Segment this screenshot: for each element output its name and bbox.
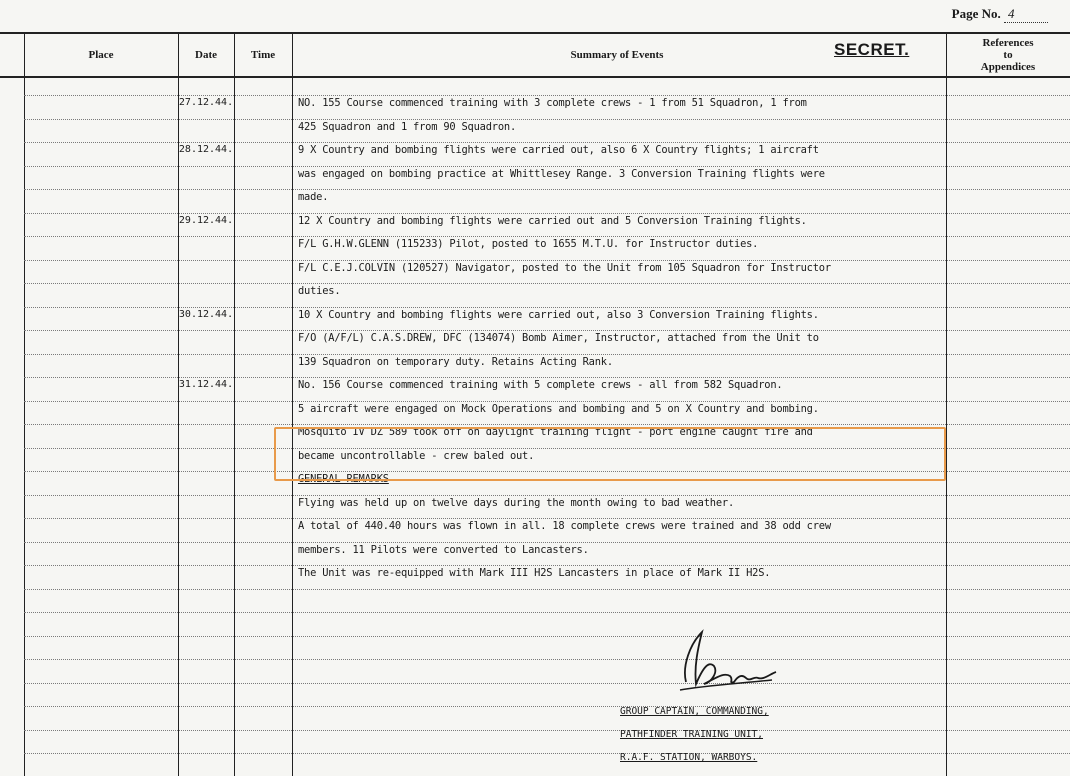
header-place: Place: [88, 49, 114, 61]
entry-text: duties.: [298, 285, 341, 297]
ruled-line: [24, 95, 1070, 96]
entry-text: F/L G.H.W.GLENN (115233) Pilot, posted to 1655 M.T.U. for Instructor duties.: [298, 238, 759, 250]
signature-unit: PATHFINDER TRAINING UNIT,: [620, 729, 763, 740]
header-references: References to Appendices: [980, 37, 1036, 73]
page-number: [952, 6, 1048, 23]
ruled-line: [24, 683, 1070, 684]
signature-station: R.A.F. STATION, WARBOYS.: [620, 752, 758, 763]
ruled-line: [24, 659, 1070, 660]
ruled-line: [24, 236, 1070, 237]
entry-text: F/O (A/F/L) C.A.S.DREW, DFC (134074) Bomb Aimer, Instructor, attached from the Unit to: [298, 332, 819, 344]
entry-date: 27.12.44.: [178, 97, 234, 108]
entry-date: 30.12.44.: [178, 309, 234, 320]
ruled-line: [24, 565, 1070, 566]
ruled-line: [24, 542, 1070, 543]
header-date: Date: [195, 49, 217, 61]
ruled-line: [24, 307, 1070, 308]
column-divider: [292, 32, 293, 776]
ruled-line: [24, 518, 1070, 519]
ruled-line: [24, 401, 1070, 402]
header-time: Time: [250, 49, 276, 61]
column-divider: [24, 32, 25, 776]
signature-title: GROUP CAPTAIN, COMMANDING,: [620, 706, 769, 717]
ruled-line: [24, 753, 1070, 754]
entry-text: made.: [298, 191, 329, 203]
general-remarks-heading: GENERAL REMARKS: [298, 473, 389, 485]
ruled-line: [24, 330, 1070, 331]
entry-text: 9 X Country and bombing flights were carried out, also 6 X Country flights; 1 aircraft: [298, 144, 819, 156]
entry-date: 31.12.44.: [178, 379, 234, 390]
entry-text: 10 X Country and bombing flights were carried out, also 3 Conversion Training flights.: [298, 309, 819, 321]
entry-text: No. 156 Course commenced training with 5 complete crews - all from 582 Squadron.: [298, 379, 783, 391]
entry-text: 139 Squadron on temporary duty. Retains Acting Rank.: [298, 356, 613, 368]
ruled-line: [24, 589, 1070, 590]
entry-text: members. 11 Pilots were converted to Lancasters.: [298, 544, 589, 556]
entry-text: F/L C.E.J.COLVIN (120527) Navigator, posted to the Unit from 105 Squadron for Instructor: [298, 262, 831, 274]
column-divider: [234, 32, 235, 776]
entry-text: 12 X Country and bombing flights were carried out and 5 Conversion Training flights.: [298, 215, 807, 227]
ruled-line: [24, 119, 1070, 120]
entry-text: NO. 155 Course commenced training with 3 complete crews - 1 from 51 Squadron, 1 from: [298, 97, 807, 109]
ruled-line: [24, 495, 1070, 496]
ruled-line: [24, 706, 1070, 707]
ruled-line: [24, 189, 1070, 190]
entry-text: Mosquito IV DZ 589 took off on daylight training flight - port engine caught fire and: [298, 426, 813, 438]
ruled-line: [24, 283, 1070, 284]
ruled-line: [24, 354, 1070, 355]
table-header: [0, 32, 1070, 78]
ruled-line: [24, 166, 1070, 167]
highlight-box: [274, 427, 946, 481]
ruled-line: [24, 424, 1070, 425]
column-divider: [946, 32, 947, 776]
page-number-label: Page No.: [951, 6, 1001, 21]
commanding-officer-signature: [672, 626, 782, 696]
ruled-line: [24, 730, 1070, 731]
entry-text: A total of 440.40 hours was flown in all. 18 complete crews were trained and 38 odd crew: [298, 520, 831, 532]
entry-date: 28.12.44.: [178, 144, 234, 155]
ruled-line: [24, 377, 1070, 378]
entry-text: 425 Squadron and 1 from 90 Squadron.: [298, 121, 517, 133]
entry-text: 5 aircraft were engaged on Mock Operations and bombing and 5 on X Country and bombing.: [298, 403, 819, 415]
header-summary: Summary of Events: [570, 49, 664, 61]
ruled-line: [24, 213, 1070, 214]
page-number-value: 4: [1004, 6, 1048, 23]
entry-text: Flying was held up on twelve days during the month owing to bad weather.: [298, 497, 735, 509]
ruled-line: [24, 612, 1070, 613]
ruled-line: [24, 142, 1070, 143]
entry-date: 29.12.44.: [178, 215, 234, 226]
entry-text: became uncontrollable - crew baled out.: [298, 450, 535, 462]
secret-stamp: SECRET.: [834, 40, 910, 59]
entry-text: was engaged on bombing practice at Whittlesey Range. 3 Conversion Training flights were: [298, 168, 825, 180]
entry-text: The Unit was re-equipped with Mark III H2S Lancasters in place of Mark II H2S.: [298, 567, 771, 579]
ruled-line: [24, 260, 1070, 261]
ruled-line: [24, 636, 1070, 637]
